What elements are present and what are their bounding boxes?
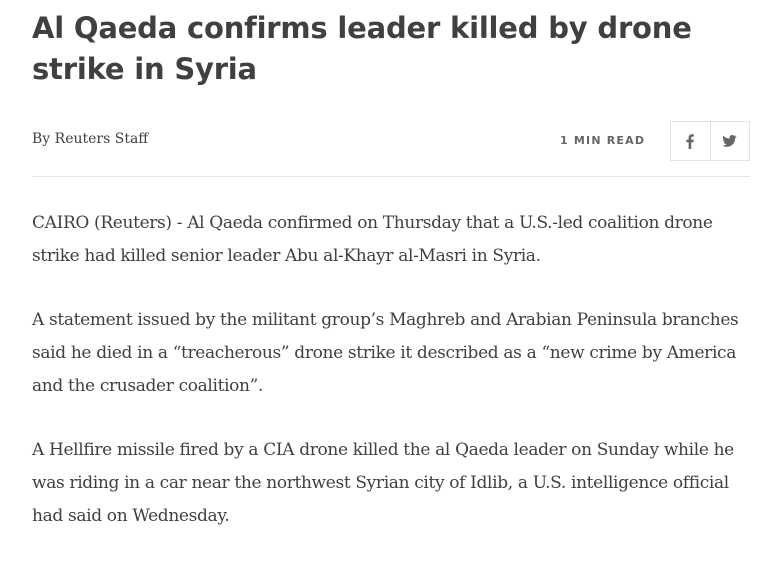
share-buttons bbox=[670, 121, 750, 161]
paragraph: A Hellfire missile fired by a CIA drone killed the al Qaeda leader on Sunday while he was riding in a car near the northwest Syrian city of Idlib, a U.S. intelligence official had said on Wednesday. bbox=[32, 440, 734, 526]
divider bbox=[32, 176, 750, 177]
paragraph: A statement issued by the militant group’s Maghreb and Arabian Peninsula branches said he died in a “treacherous” drone strike it described as a “new crime by America and the crusader coalition”. bbox=[32, 310, 739, 396]
facebook-share-button[interactable] bbox=[671, 122, 710, 160]
byline[interactable]: By Reuters Staff bbox=[32, 131, 149, 147]
article-body bbox=[32, 207, 757, 564]
article-headline: Al Qaeda confirms leader killed by drone strike in Syria bbox=[32, 11, 692, 86]
read-time: 1 MIN READ bbox=[560, 134, 646, 147]
twitter-icon bbox=[722, 135, 737, 147]
twitter-share-button[interactable] bbox=[710, 122, 750, 160]
facebook-icon bbox=[686, 134, 694, 149]
paragraph: CAIRO (Reuters) - Al Qaeda confirmed on Thursday that a U.S.-led coalition drone strike had killed senior leader Abu al-Khayr al-Masri in Syria. bbox=[32, 213, 713, 266]
